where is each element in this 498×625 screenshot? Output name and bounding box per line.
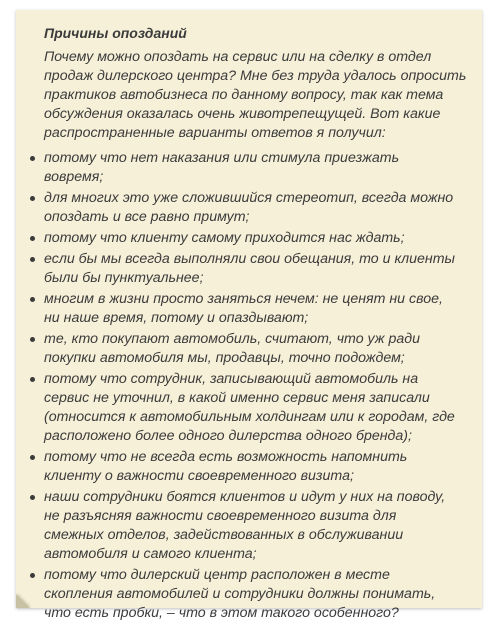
list-item-text: потому что клиенту самому приходится нас ждать;	[44, 230, 405, 246]
list-item-text: для многих это уже сложившийся стереотип, всегда можно опоздать и все равно примут;	[44, 190, 454, 225]
bullet-icon	[30, 156, 35, 161]
list-item	[27, 250, 455, 288]
list-item-text: потому что сотрудник, записывающий автомобиль на сервис не уточнил, в какой именно сервис меня записали (относится к автомобильным холдингам или к городам, где расположено более одного дилерства одного бренда);	[44, 371, 455, 444]
bullet-icon	[30, 573, 35, 578]
note-title: Причины опозданий	[44, 25, 187, 41]
bullet-icon	[30, 236, 35, 241]
note-intro: Почему можно опоздать на сервис или на сделку в отдел продаж дилерского центра? Мне без труда удалось опросить практиков автобизнеса по данному вопросу, так как тема обсуждения оказалась очень животрепещущей. Вот какие распространенные варианты ответов я получил:	[44, 49, 467, 141]
bullet-icon	[30, 257, 35, 262]
list-item-text: многим в жизни просто заняться нечем: не ценят ни свое, ни наше время, потому и опаздывают;	[44, 291, 443, 326]
list-item	[27, 488, 455, 564]
list-item	[27, 566, 455, 623]
list-item-text: потому что дилерский центр расположен в месте скопления автомобилей и сотрудники должны понимать, что есть пробки, – что в этом такого особенного?	[44, 567, 436, 621]
list-item-text: наши сотрудники боятся клиентов и идут у них на поводу, не разъясняя важности своевременного визита для смежных отделов, задействованных в обслуживании автомобиля и самого клиента;	[44, 489, 446, 562]
list-item-text: те, кто покупают автомобиль, считают, что уж ради покупки автомобиля мы, продавцы, точно подождем;	[44, 331, 420, 366]
list-item	[27, 370, 455, 446]
bullet-icon	[30, 337, 35, 342]
sidebar-note	[16, 10, 482, 621]
reasons-list	[27, 149, 455, 623]
bullet-icon	[30, 455, 35, 460]
page-fold-corner	[16, 594, 30, 608]
list-item	[27, 229, 455, 248]
list-item	[27, 290, 455, 328]
list-item	[27, 448, 455, 486]
list-item-text: потому что нет наказания или стимула приезжать вовремя;	[44, 150, 400, 185]
bullet-icon	[30, 297, 35, 302]
bullet-icon	[30, 196, 35, 201]
bullet-icon	[30, 377, 35, 382]
list-item	[27, 189, 455, 227]
bullet-icon	[30, 495, 35, 500]
list-item	[27, 330, 455, 368]
list-item-text: потому что не всегда есть возможность напомнить клиенту о важности своевременного визита;	[44, 449, 408, 484]
list-item	[27, 149, 455, 187]
list-item-text: если бы мы всегда выполняли свои обещания, то и клиенты были бы пунктуальнее;	[44, 251, 455, 286]
